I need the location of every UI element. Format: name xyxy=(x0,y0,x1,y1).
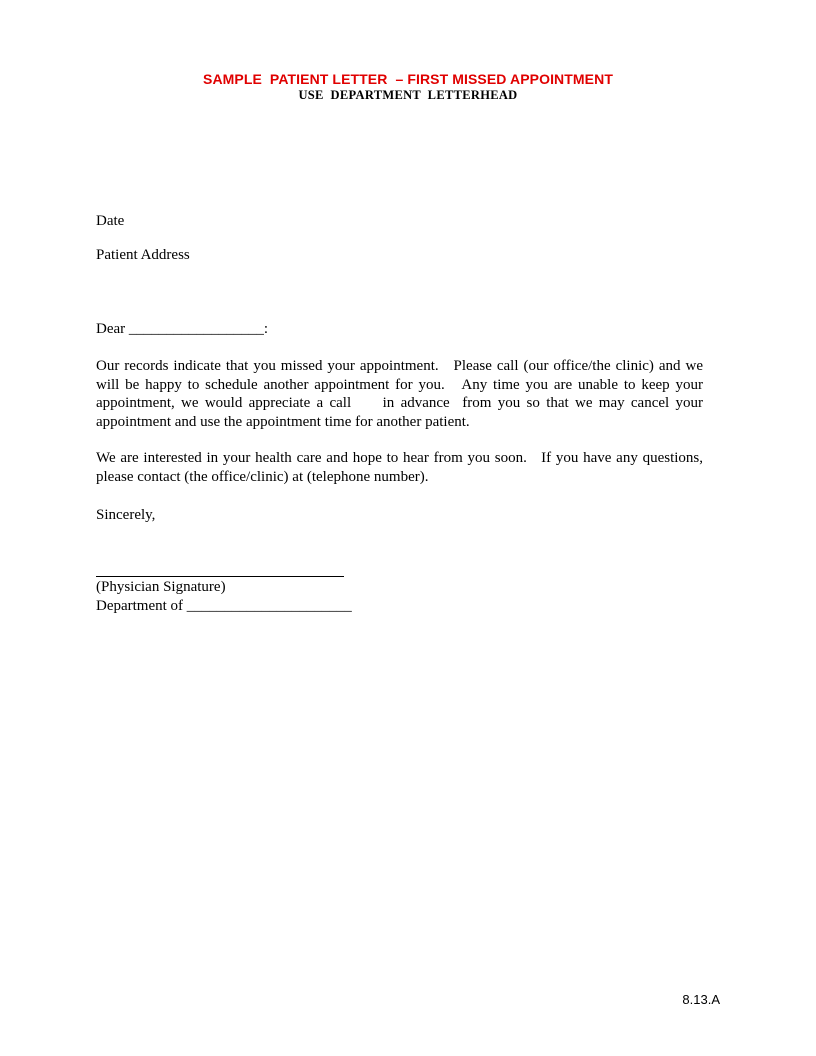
paragraph-line: We are interested in your health care and hope to hear from you soon. If you have any questions, xyxy=(96,450,703,466)
salutation: Dear __________________: xyxy=(96,321,269,337)
signature-line xyxy=(96,576,344,577)
closing: Sincerely, xyxy=(96,507,156,523)
date-line: Date xyxy=(96,213,125,229)
document-title: SAMPLE PATIENT LETTER – FIRST MISSED APPOINTMENT xyxy=(203,71,613,87)
paragraph-line: please contact (the office/clinic) at (telephone number). xyxy=(96,468,429,485)
paragraph-line: will be happy to schedule another appointment for you. Any time you are unable to keep your xyxy=(96,376,703,393)
signature-label: (Physician Signature) xyxy=(96,579,226,595)
body-paragraph-2 xyxy=(96,449,703,486)
department-line: Department of ______________________ xyxy=(96,598,352,614)
body-paragraph-1 xyxy=(96,357,703,431)
paragraph-line: Our records indicate that you missed your appointment. Please call (our office/the clinic) and we xyxy=(96,358,703,374)
letterhead-instruction: USE DEPARTMENT LETTERHEAD xyxy=(298,88,518,102)
paragraph-line: appointment, we would appreciate a call in advance from you so that we may cancel your xyxy=(96,395,703,412)
paragraph-line: appointment and use the appointment time for another patient. xyxy=(96,413,470,430)
form-code: 8.13.A xyxy=(682,992,720,1007)
patient-address-line: Patient Address xyxy=(96,247,190,263)
